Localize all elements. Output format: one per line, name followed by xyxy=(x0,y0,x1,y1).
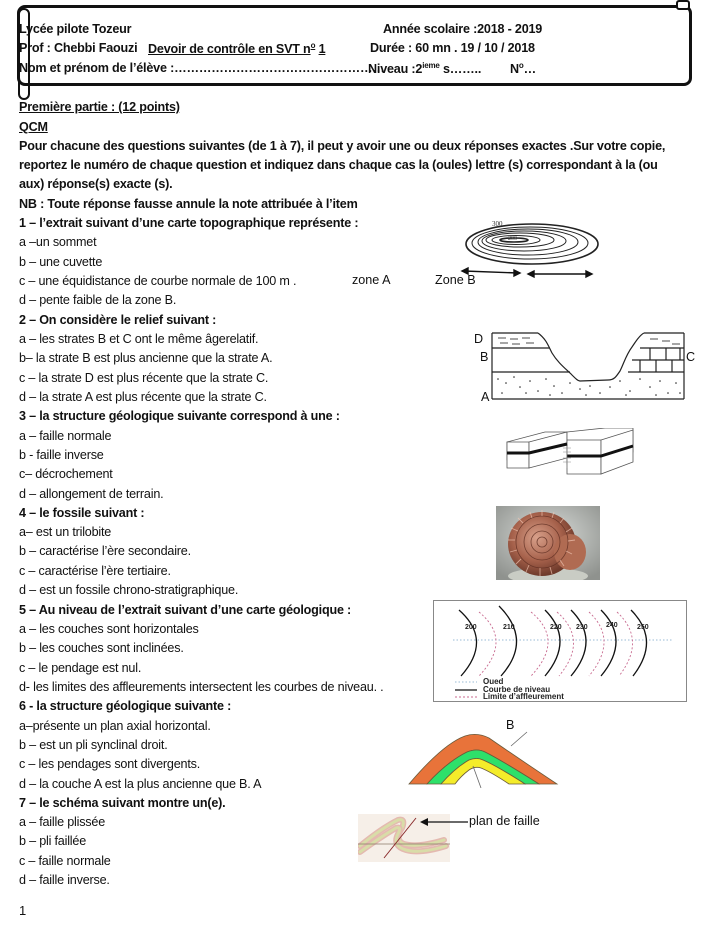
question-7-option-b[interactable]: b – pli faillée xyxy=(19,834,87,848)
question-5-option-c[interactable]: c – le pendage est nul. xyxy=(19,661,142,675)
fault-plane-arrow-icon xyxy=(418,816,470,828)
question-1-option-a[interactable]: a –un sommet xyxy=(19,235,97,249)
question-7-option-c[interactable]: c – faille normale xyxy=(19,854,111,868)
question-6-option-b[interactable]: b – est un pli synclinal droit. xyxy=(19,738,168,752)
instructions-line-2: reportez le numéro de chaque question et indiquez dans chaque cas la (oules) lettre (s) correspondant à la (ou xyxy=(19,158,658,172)
part-title: Première partie : (12 points) xyxy=(19,100,180,114)
question-4-option-b[interactable]: b – caractérise l’ère secondaire. xyxy=(19,544,191,558)
instructions-line-1: Pour chacune des questions suivantes (de 1 à 7), il peut y avoir une ou deux réponses exactes .Sur votre copie, xyxy=(19,139,666,153)
question-7-option-a[interactable]: a – faille plissée xyxy=(19,815,106,829)
zone-a-label: zone A xyxy=(352,273,391,287)
question-5-option-a[interactable]: a – les couches sont horizontales xyxy=(19,622,199,636)
question-3-option-c[interactable]: c– décrochement xyxy=(19,467,113,481)
question-3-option-d[interactable]: d – allongement de terrain. xyxy=(19,487,164,501)
question-1-title: 1 – l’extrait suivant d’une carte topographique représente : xyxy=(19,216,359,230)
question-6-option-d[interactable]: d – la couche A est la plus ancienne que B. A xyxy=(19,777,262,791)
number-field[interactable]: $N^o\dots$ xyxy=(510,61,536,77)
question-1-option-d[interactable]: d – pente faible de la zone B. xyxy=(19,293,177,307)
strata-b-label: B xyxy=(480,350,489,364)
contour-200-label: 200 xyxy=(508,236,517,242)
strata-c-label: C xyxy=(686,350,696,364)
contour-label-250: 250 xyxy=(637,624,649,631)
topographic-map-figure xyxy=(440,218,610,280)
fault-plane-label: plan de faille xyxy=(469,814,540,828)
question-4-option-c[interactable]: c – caractérise l’ère tertiaire. xyxy=(19,564,171,578)
question-3-option-b[interactable]: b - faille inverse xyxy=(19,448,104,462)
question-2-title: 2 – On considère le relief suivant : xyxy=(19,313,217,327)
geological-map-figure xyxy=(433,600,687,702)
question-7-title: 7 – le schéma suivant montre un(e). xyxy=(19,796,226,810)
legend-outcrop-label: Limite d’affleurement xyxy=(483,692,564,701)
question-6-option-c[interactable]: c – les pendages sont divergents. xyxy=(19,757,201,771)
question-2-option-d[interactable]: d – la strate A est plus récente que la strate C. xyxy=(19,390,267,404)
question-5-title: 5 – Au niveau de l’extrait suivant d’une carte géologique : xyxy=(19,603,352,617)
school-year: Année scolaire :2018 - 2019 xyxy=(383,22,543,36)
question-5-option-d[interactable]: d- les limites des affleurements intersectent les courbes de niveau. . xyxy=(19,680,384,694)
question-4-title: 4 – le fossile suivant : xyxy=(19,506,145,520)
legend-oued-label: Oued xyxy=(483,677,504,686)
instructions-line-3: aux) réponse(s) exacte (s). xyxy=(19,177,173,191)
strata-a-label: A xyxy=(481,390,490,404)
student-name-field[interactable]: Nom et prénom de l’élève :…………………………………………… xyxy=(19,61,385,75)
ammonite-fossil-image xyxy=(496,506,600,580)
fold-layer-b-label: B xyxy=(506,718,515,732)
level-field[interactable]: Niveau :2ieme s…….. xyxy=(368,61,482,77)
question-5-option-b[interactable]: b – les couches sont inclinées. xyxy=(19,641,184,655)
contour-label-220: 220 xyxy=(550,624,562,631)
question-4-option-d[interactable]: d – est un fossile chrono-stratigraphique. xyxy=(19,583,239,597)
question-7-option-d[interactable]: d – faille inverse. xyxy=(19,873,110,887)
question-2-option-c[interactable]: c – la strate D est plus récente que la strate C. xyxy=(19,371,269,385)
question-4-option-a[interactable]: a– est un trilobite xyxy=(19,525,112,539)
note: NB : Toute réponse fausse annule la note attribuée à l’item xyxy=(19,197,358,211)
question-2-option-a[interactable]: a – les strates B et C ont le même âgerelatif. xyxy=(19,332,259,346)
contour-label-230: 230 xyxy=(576,624,588,631)
section-title: QCM xyxy=(19,120,48,134)
question-3-title: 3 – la structure géologique suivante correspond à une : xyxy=(19,409,340,423)
school-name: Lycée pilote Tozeur xyxy=(19,22,132,36)
fault-block-figure xyxy=(505,428,640,476)
zone-b-label: Zone B xyxy=(435,273,476,287)
question-1-option-b[interactable]: b – une cuvette xyxy=(19,255,103,269)
question-2-option-b[interactable]: b– la strate B est plus ancienne que la strate A. xyxy=(19,351,273,365)
question-1-option-c[interactable]: c – une équidistance de courbe normale de 100 m . xyxy=(19,274,297,288)
question-6-title: 6 - la structure géologique suivante : xyxy=(19,699,232,713)
exam-duration-date: Durée : 60 mn . 19 / 10 / 2018 xyxy=(370,41,535,55)
contour-label-240: 240 xyxy=(606,622,618,629)
page-number: 1 xyxy=(19,903,27,918)
contour-300-label: 300 xyxy=(492,220,503,228)
strata-d-label: D xyxy=(474,332,484,346)
contour-label-210: 210 xyxy=(503,624,515,631)
scroll-corner-right xyxy=(676,0,690,10)
anticline-fold-figure xyxy=(405,728,565,788)
teacher-name: Prof : Chebbi Faouzi xyxy=(19,41,138,55)
relief-strata-figure xyxy=(490,331,686,401)
contour-label-200: 200 xyxy=(465,624,477,631)
exam-title: Devoir de contrôle en SVT $n^o$ 1 xyxy=(148,41,326,57)
question-3-option-a[interactable]: a – faille normale xyxy=(19,429,112,443)
legend-contour-label: Courbe de niveau xyxy=(483,685,551,694)
question-6-option-a[interactable]: a–présente un plan axial horizontal. xyxy=(19,719,211,733)
